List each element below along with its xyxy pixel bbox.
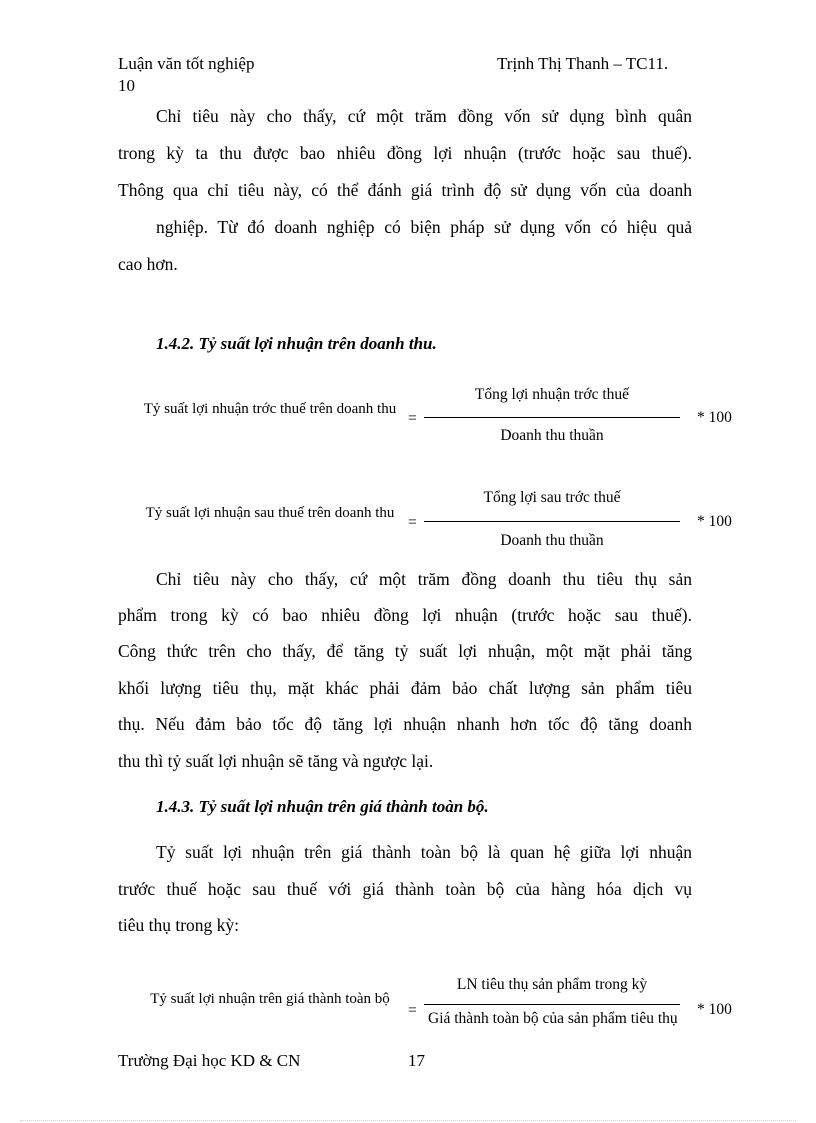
formula-1-numerator: Tổng lợi nhuận trớc thuế — [474, 386, 630, 403]
section-1-4-3-heading: 1.4.3. Tỷ suất lợi nhuận trên giá thành toàn bộ. — [156, 797, 489, 816]
paragraph-3-line-2: trước thuế hoặc sau thuế với giá thành toàn bộ của hàng hóa dịch vụ — [118, 879, 692, 899]
formula-1-label: Tỷ suất lợi nhuận trớc thuế trên doanh thu — [143, 401, 397, 417]
header-left: Luận văn tốt nghiệp — [118, 54, 255, 73]
formula-3-denominator: Giá thành toàn bộ của sản phẩm tiêu thụ — [428, 1010, 678, 1027]
formula-2-equals: = — [408, 514, 417, 531]
paragraph-1-line-1: Chỉ tiêu này cho thấy, cứ một trăm đồng vốn sử dụng bình quân — [156, 106, 692, 126]
formula-2-numerator: Tổng lợi sau trớc thuế — [483, 489, 621, 506]
formula-2-multiplier: * 100 — [697, 513, 732, 530]
page-edge-divider — [20, 1120, 796, 1121]
paragraph-2-line-6: thu thì tỷ suất lợi nhuận sẽ tăng và ngược lại. — [118, 751, 434, 771]
formula-2-fraction-bar — [424, 521, 680, 522]
formula-1-denominator: Doanh thu thuần — [500, 427, 604, 444]
formula-1-multiplier: * 100 — [697, 409, 732, 426]
formula-1-fraction-bar — [424, 417, 680, 418]
header-page-ref: 10 — [118, 76, 135, 95]
formula-3-label: Tỷ suất lợi nhuận trên giá thành toàn bộ — [150, 991, 390, 1007]
footer-school: Trường Đại học KD & CN — [118, 1051, 301, 1070]
formula-3-multiplier: * 100 — [697, 1001, 732, 1018]
paragraph-1-line-4: nghiệp. Từ đó doanh nghiệp có biện pháp sử dụng vốn có hiệu quả — [156, 217, 692, 237]
footer-page-number: 17 — [408, 1051, 425, 1070]
paragraph-2-line-1: Chỉ tiêu này cho thấy, cứ một trăm đồng doanh thu tiêu thụ sản — [156, 569, 692, 589]
section-1-4-2-heading: 1.4.2. Tỷ suất lợi nhuận trên doanh thu. — [156, 334, 437, 353]
formula-3-numerator: LN tiêu thụ sản phẩm trong kỳ — [456, 976, 648, 993]
paragraph-2-line-2: phẩm trong kỳ có bao nhiêu đồng lợi nhuận (trước hoặc sau thuế). — [118, 605, 692, 625]
paragraph-2-line-5: thụ. Nếu đảm bảo tốc độ tăng lợi nhuận nhanh hơn tốc độ tăng doanh — [118, 714, 692, 734]
paragraph-1-line-2: trong kỳ ta thu được bao nhiêu đồng lợi nhuận (trước hoặc sau thuế). — [118, 143, 692, 163]
formula-2-denominator: Doanh thu thuần — [500, 532, 604, 549]
formula-1-equals: = — [408, 410, 417, 427]
header-right: Trịnh Thị Thanh – TC11. — [497, 54, 669, 73]
paragraph-1-line-5: cao hơn. — [118, 254, 178, 274]
formula-2-label: Tỷ suất lợi nhuận sau thuế trên doanh thu — [145, 505, 395, 521]
paragraph-2-line-3: Công thức trên cho thấy, để tăng tỷ suất lợi nhuận, một mặt phải tăng — [118, 641, 692, 661]
formula-3-fraction-bar — [424, 1004, 680, 1005]
paragraph-3-line-1: Tỷ suất lợi nhuận trên giá thành toàn bộ là quan hệ giữa lợi nhuận — [156, 842, 692, 862]
formula-3-equals: = — [408, 1002, 417, 1019]
paragraph-1-line-3: Thông qua chỉ tiêu này, có thể đánh giá trình độ sử dụng vốn của doanh — [118, 180, 692, 200]
paragraph-3-line-3: tiêu thụ trong kỳ: — [118, 915, 240, 935]
paragraph-2-line-4: khối lượng tiêu thụ, mặt khác phải đảm bảo chất lượng sản phẩm tiêu — [118, 678, 692, 698]
